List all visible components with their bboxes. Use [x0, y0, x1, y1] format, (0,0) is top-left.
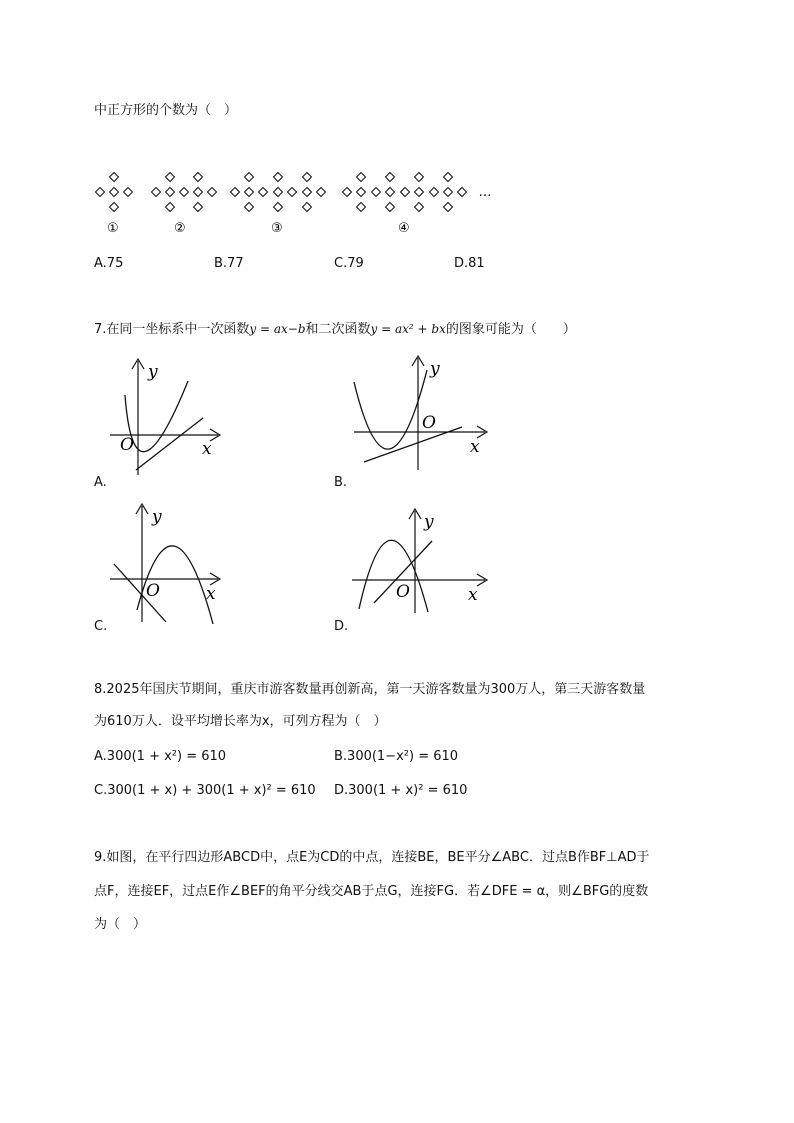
pattern-4: [343, 173, 467, 212]
graph-a-x-label: x: [202, 439, 212, 459]
q7-graph-c: [106, 500, 236, 625]
graph-c-y-label: y: [152, 507, 162, 527]
q9-stem-line3: 为（ ）: [94, 917, 147, 932]
pattern-1: [96, 173, 133, 212]
graph-b-y-label: y: [430, 359, 440, 379]
q7-stem: [94, 320, 576, 339]
q8-option-b[interactable]: B.300(1−x²) = 610: [334, 749, 459, 764]
pattern-label-3: ③: [271, 221, 283, 236]
graph-c-x-label: x: [206, 584, 216, 604]
q6-option-a[interactable]: A.75: [94, 256, 124, 271]
q7-option-d-label[interactable]: D.: [334, 619, 349, 634]
q6-stem: 中正方形的个数为（ ）: [94, 103, 238, 118]
graph-b-x-label: x: [470, 437, 480, 457]
q7-option-b-label[interactable]: B.: [334, 475, 348, 490]
q8-option-a[interactable]: A.300(1 + x²) = 610: [94, 749, 227, 764]
q9-stem-line2: 点F，连接EF，过点E作∠BEF的角平分线交AB于点G，连接FG．若∠DFE = α，则∠BFG的度数: [94, 884, 649, 899]
q8-option-d[interactable]: D.300(1 + x)² = 610: [334, 783, 468, 798]
q8-option-c[interactable]: C.300(1 + x) + 300(1 + x)² = 610: [94, 783, 316, 798]
pattern-2: [152, 173, 217, 212]
q6-option-d[interactable]: D.81: [454, 256, 485, 271]
q7-graph-a: [100, 355, 240, 480]
pattern-label-4: ④: [398, 221, 410, 236]
q7-func-quadratic: y = ax² + bx: [370, 322, 446, 336]
q7-func-linear: y = ax−b: [249, 322, 306, 336]
q6-option-c[interactable]: C.79: [334, 256, 364, 271]
pattern-label-2: ②: [174, 221, 186, 236]
graph-d-x-label: x: [468, 585, 478, 605]
q7-stem-post: 的图象可能为（ ）: [445, 322, 576, 337]
pattern-ellipsis: …: [479, 185, 492, 200]
q8-stem-line1: 8.2025年国庆节期间，重庆市游客数量再创新高，第一天游客数量为300万人，第三天游客数量: [94, 682, 646, 697]
q7-option-a-label[interactable]: A.: [94, 475, 107, 490]
q9-stem-line1: 9.如图，在平行四边形ABCD中，点E为CD的中点，连接BE，BE平分∠ABC．过点B作BF⊥AD于: [94, 850, 650, 865]
pattern-3: [231, 173, 326, 212]
graph-b-origin: O: [422, 413, 436, 433]
q6-diamond-pattern: [88, 165, 508, 240]
graph-a-y-label: y: [148, 362, 158, 382]
q7-stem-pre: 7.在同一坐标系中一次函数: [94, 322, 250, 337]
graph-a-origin: O: [120, 435, 134, 455]
graph-d-y-label: y: [424, 512, 434, 532]
graph-d-origin: O: [396, 582, 410, 602]
pattern-label-1: ①: [107, 221, 119, 236]
q6-option-b[interactable]: B.77: [214, 256, 244, 271]
q7-graph-b: [350, 352, 495, 472]
q8-stem-line2: 为610万人．设平均增长率为x，可列方程为（ ）: [94, 714, 387, 729]
q7-graph-d: [348, 505, 493, 615]
graph-c-origin: O: [146, 581, 160, 601]
q7-option-c-label[interactable]: C.: [94, 619, 108, 634]
q7-stem-mid: 和二次函数: [305, 322, 371, 337]
